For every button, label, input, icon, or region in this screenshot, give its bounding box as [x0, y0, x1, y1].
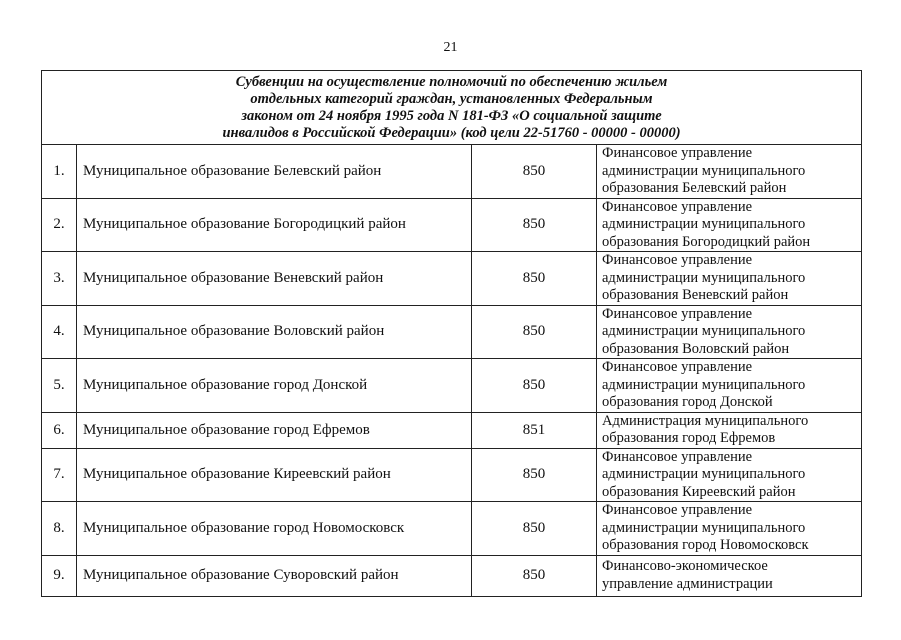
administrator-line: образования Киреевский район — [602, 483, 796, 500]
administrator-line: образования Богородицкий район — [602, 233, 811, 250]
municipality-name: Муниципальное образование город Новомосковск — [77, 502, 472, 556]
municipality-name: Муниципальное образование город Донской — [77, 359, 472, 413]
row-number: 8. — [42, 502, 77, 556]
table-row — [42, 502, 862, 556]
header-line: отдельных категорий граждан, установленных Федеральным — [250, 90, 653, 107]
table-row — [42, 305, 862, 359]
municipality-name: Муниципальное образование Белевский район — [77, 145, 472, 199]
administrator — [597, 305, 862, 359]
administrator — [597, 198, 862, 252]
table-row — [42, 412, 862, 448]
administrator-line: управление администрации — [602, 575, 773, 592]
table-row — [42, 448, 862, 502]
administrator-line: администрации муниципального — [602, 519, 806, 536]
municipality-name: Муниципальное образование Киреевский район — [77, 448, 472, 502]
budget-code: 850 — [472, 555, 597, 596]
administrator-line: Финансовое управление — [602, 448, 753, 465]
header-line: законом от 24 ноября 1995 года N 181-ФЗ «О социальной защите — [241, 107, 662, 124]
table-row — [42, 252, 862, 306]
administrator-line: Финансовое управление — [602, 252, 753, 268]
table-header — [42, 71, 862, 145]
subsidy-table — [41, 70, 862, 597]
budget-code: 850 — [472, 502, 597, 556]
administrator-line: образования Белевский район — [602, 180, 787, 196]
row-number: 5. — [42, 359, 77, 413]
budget-code: 850 — [472, 198, 597, 252]
administrator-line: образования Воловский район — [602, 340, 790, 357]
administrator — [597, 412, 862, 448]
administrator — [597, 448, 862, 502]
row-number: 4. — [42, 305, 77, 359]
header-line: Субвенции на осуществление полномочий по обеспечению жильем — [235, 73, 668, 90]
table-header-row — [42, 71, 862, 145]
row-number: 6. — [42, 412, 77, 448]
administrator-line: образования город Новомосковск — [602, 537, 809, 553]
administrator-line: Финансовое управление — [602, 305, 753, 322]
administrator-line: Финансовое управление — [602, 145, 753, 161]
budget-code: 850 — [472, 305, 597, 359]
header-line: инвалидов в Российской Федерации» (код цели 22-51760 - 00000 - 00000) — [222, 124, 681, 141]
administrator-line: администрации муниципального — [602, 269, 806, 286]
page-number: 21 — [443, 40, 458, 55]
row-number: 1. — [42, 145, 77, 199]
budget-code: 850 — [472, 145, 597, 199]
municipality-name: Муниципальное образование город Ефремов — [77, 412, 472, 448]
administrator-line: администрации муниципального — [602, 162, 806, 179]
administrator-line: администрации муниципального — [602, 466, 806, 482]
table-row — [42, 198, 862, 252]
administrator-line: образования город Ефремов — [602, 430, 776, 446]
administrator-line: Финансовое управление — [602, 198, 753, 215]
row-number: 2. — [42, 198, 77, 252]
administrator — [597, 359, 862, 413]
row-number: 7. — [42, 448, 77, 502]
municipality-name: Муниципальное образование Богородицкий район — [77, 198, 472, 252]
row-number: 3. — [42, 252, 77, 306]
table-row — [42, 359, 862, 413]
budget-code: 850 — [472, 359, 597, 413]
administrator-line: Финансово-экономическое — [602, 558, 768, 574]
administrator — [597, 145, 862, 199]
row-number: 9. — [42, 555, 77, 596]
administrator-line: образования город Донской — [602, 394, 773, 410]
administrator-line: администрации муниципального — [602, 216, 806, 232]
administrator — [597, 252, 862, 306]
table-row — [42, 145, 862, 199]
administrator-line: образования Веневский район — [602, 287, 789, 303]
budget-code: 851 — [472, 412, 597, 448]
administrator — [597, 502, 862, 556]
municipality-name: Муниципальное образование Воловский район — [77, 305, 472, 359]
administrator-line: администрации муниципального — [602, 323, 806, 339]
administrator-line: Финансовое управление — [602, 502, 753, 518]
municipality-name: Муниципальное образование Суворовский район — [77, 555, 472, 596]
administrator — [597, 555, 862, 596]
table-row — [42, 555, 862, 596]
budget-code: 850 — [472, 252, 597, 306]
budget-code: 850 — [472, 448, 597, 502]
administrator-line: администрации муниципального — [602, 376, 806, 393]
administrator-line: Финансовое управление — [602, 359, 753, 375]
administrator-line: Администрация муниципального — [602, 412, 809, 429]
municipality-name: Муниципальное образование Веневский район — [77, 252, 472, 306]
